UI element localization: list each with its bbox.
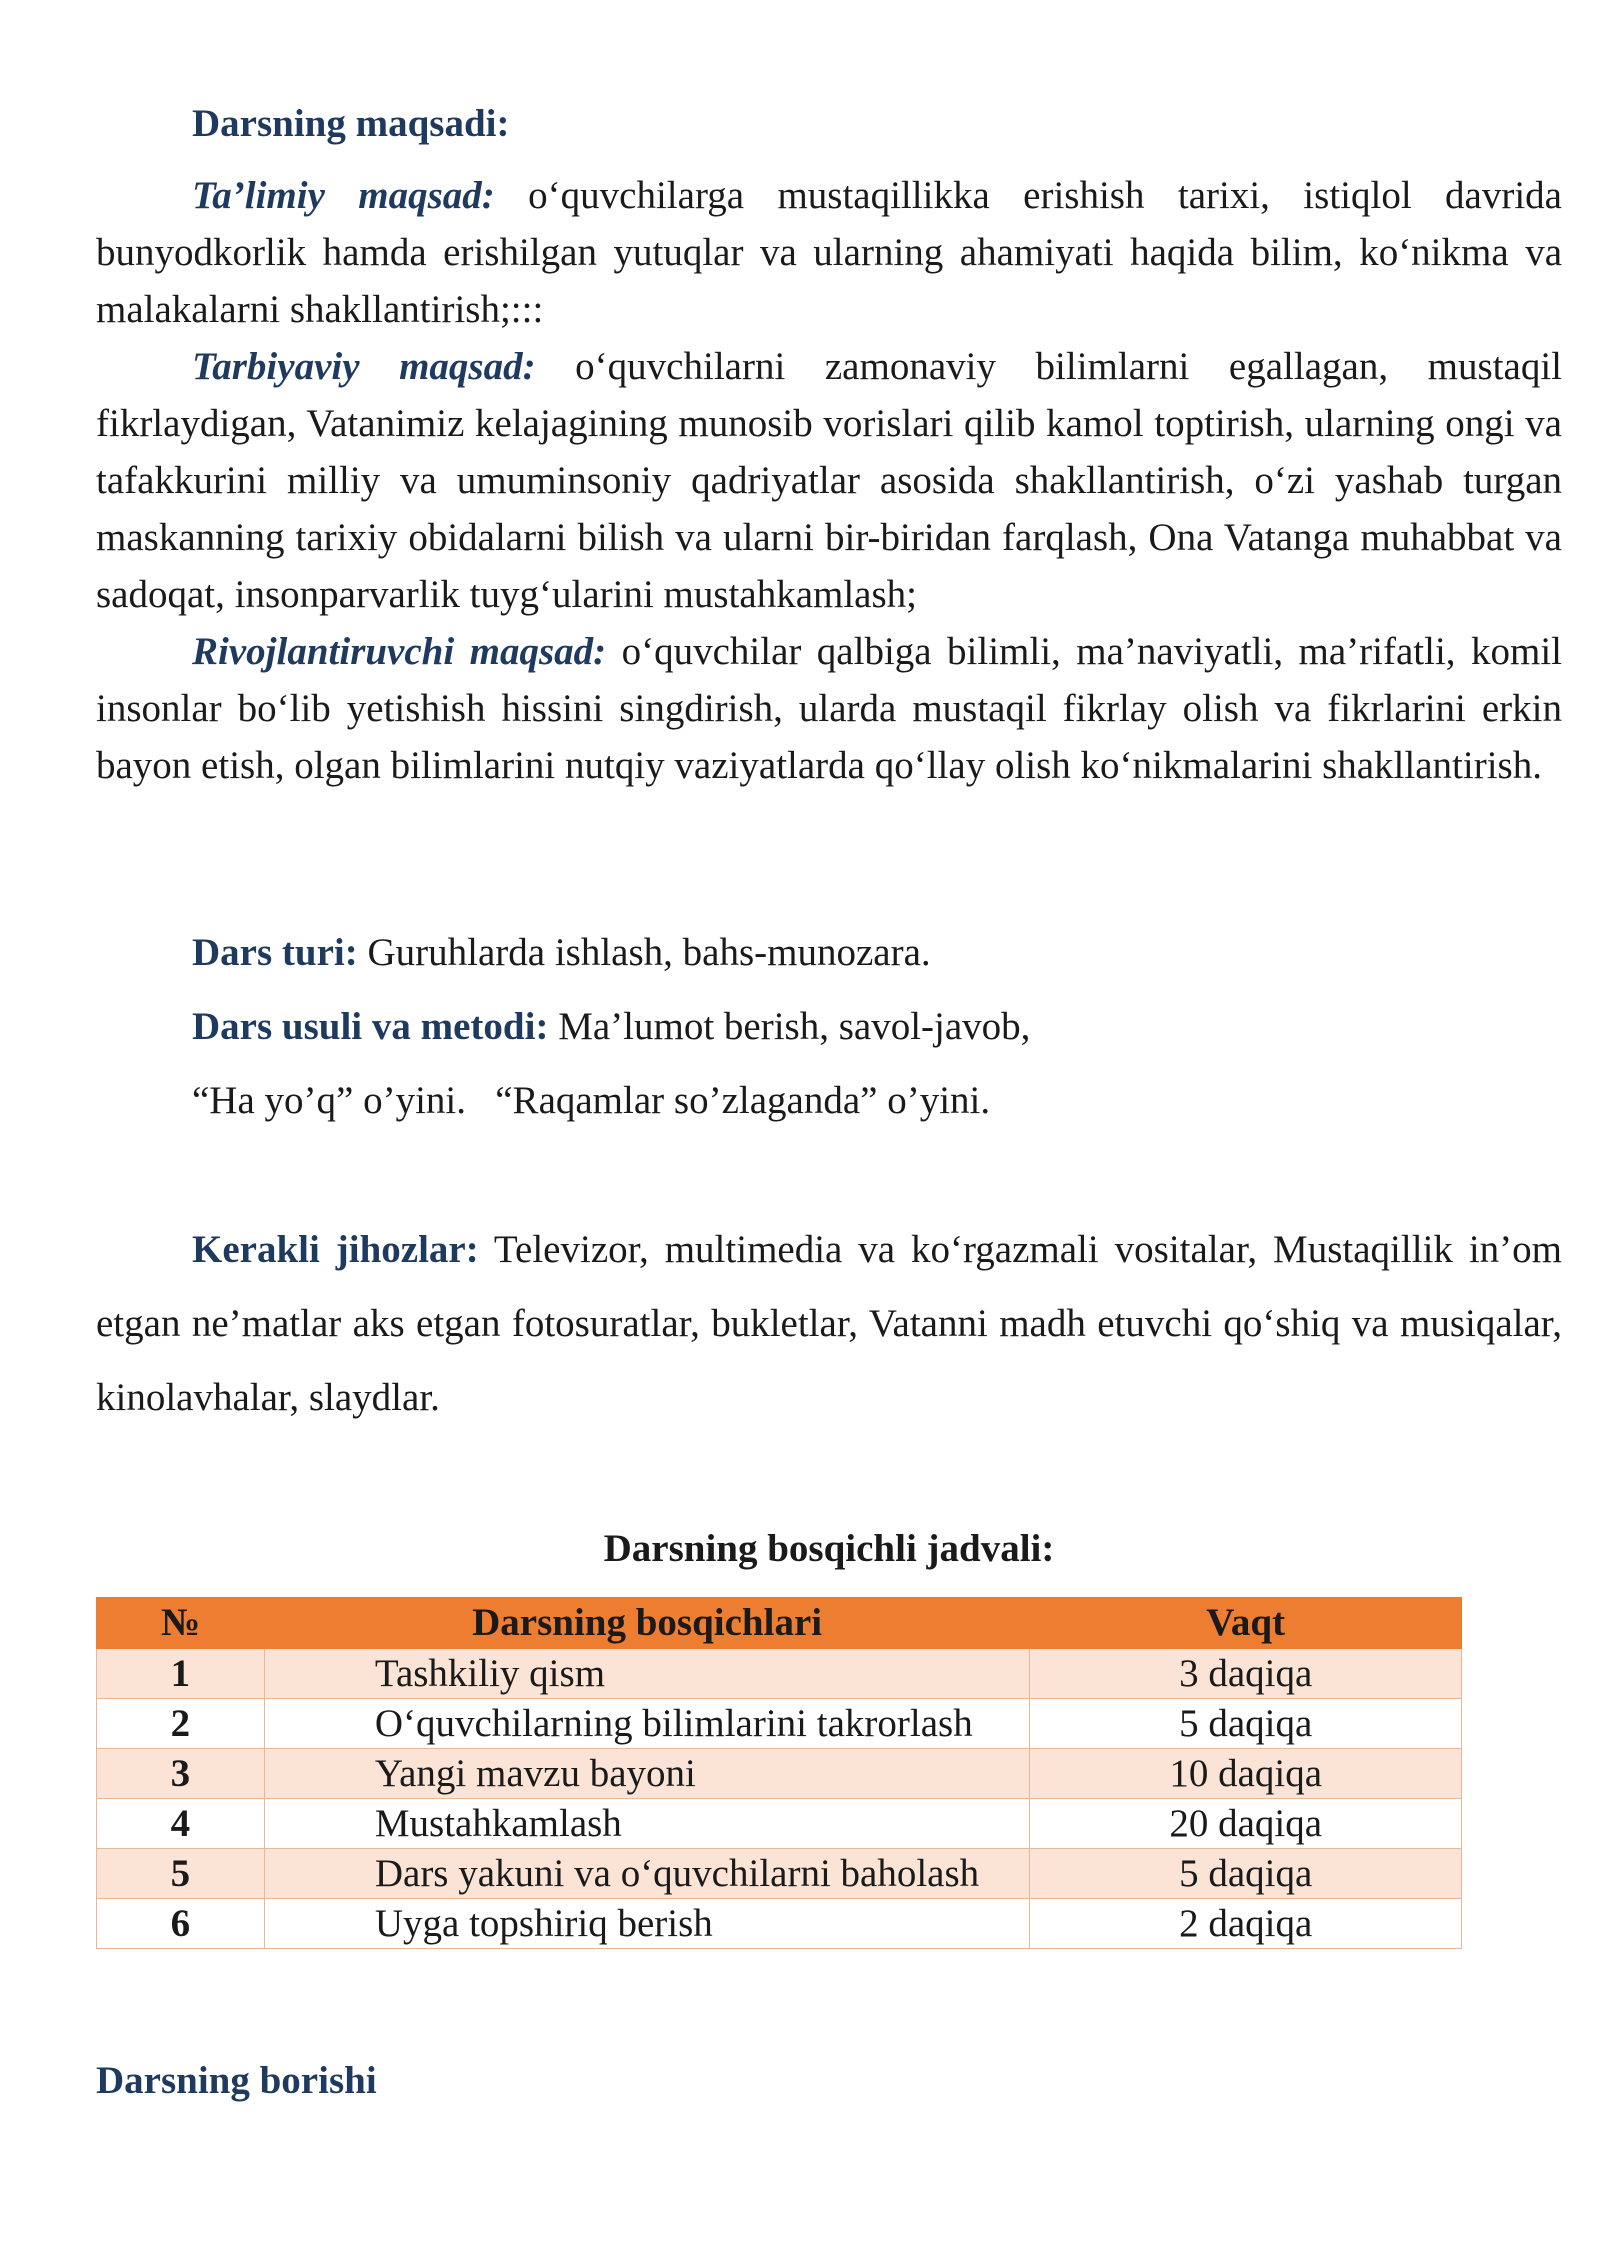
lesson-method-line1: [96, 990, 1562, 1064]
objectives-block: [96, 167, 1562, 794]
table-row: [97, 1699, 1462, 1749]
equipment: [96, 1213, 1562, 1435]
objectives-heading: Darsning maqsadi:: [192, 102, 510, 145]
row-time: 5 daqiqa: [1030, 1849, 1462, 1899]
header-number: №: [97, 1598, 265, 1649]
row-number: 2: [97, 1699, 265, 1749]
lesson-method-label: Dars usuli va metodi:: [192, 1005, 549, 1048]
lesson-type-text: Guruhlarda ishlash, bahs-munozara.: [357, 931, 931, 974]
lesson-method: [96, 990, 1562, 1138]
table-row: [97, 1749, 1462, 1799]
row-time: 3 daqiqa: [1030, 1649, 1462, 1699]
row-stage: Uyga topshiriq berish: [264, 1899, 1030, 1949]
table-title: Darsning bosqichli jadvali:: [603, 1527, 1055, 1570]
row-time: 5 daqiqa: [1030, 1699, 1462, 1749]
table-row: [97, 1799, 1462, 1849]
row-time: 20 daqiqa: [1030, 1799, 1462, 1849]
lesson-progress-heading: Darsning borishi: [96, 2059, 377, 2102]
row-time: 10 daqiqa: [1030, 1749, 1462, 1799]
row-number: 5: [97, 1849, 265, 1899]
row-number: 4: [97, 1799, 265, 1849]
stages-table: [96, 1597, 1462, 1949]
rivojlantiruvchi-paragraph: [96, 623, 1562, 794]
row-stage: Dars yakuni va o‘quvchilarni baholash: [264, 1849, 1030, 1899]
table-row: [97, 1649, 1462, 1699]
talimiy-label: Ta’limiy maqsad:: [192, 174, 495, 217]
row-stage: Tashkiliy qism: [264, 1649, 1030, 1699]
table-row: [97, 1899, 1462, 1949]
rivojlantiruvchi-label: Rivojlantiruvchi maqsad:: [192, 630, 607, 673]
tarbiyaviy-paragraph: [96, 338, 1562, 623]
row-number: 6: [97, 1899, 265, 1949]
table-row: [97, 1849, 1462, 1899]
header-stage: Darsning bosqichlari: [264, 1598, 1030, 1649]
row-stage: Mustahkamlash: [264, 1799, 1030, 1849]
row-time: 2 daqiqa: [1030, 1899, 1462, 1949]
lesson-method-text: Ma’lumot berish, savol-javob,: [548, 1005, 1031, 1048]
rivojlantiruvchi-text: o‘quvchilar qalbiga bilimli, ma’naviyatli, ma’rifatli, komil insonlar bo‘lib yetishish hissini singdirish, ularda mustaqil fikrlay olish va fikrlarini erkin bayon etish, olgan bilimlarini nutqiy vaziyatlarda qo‘llay olish ko‘nikmalarini shakllantirish.: [96, 630, 1563, 787]
row-stage: Yangi mavzu bayoni: [264, 1749, 1030, 1799]
row-stage: O‘quvchilarning bilimlarini takrorlash: [264, 1699, 1030, 1749]
lesson-type-label: Dars turi:: [192, 931, 358, 974]
talimiy-paragraph: [96, 167, 1562, 338]
equipment-text: Televizor, multimedia va ko‘rgazmali vositalar, Mustaqillik in’om etgan ne’matlar aks etgan fotosuratlar, bukletlar, Vatanni madh etuvchi qo‘shiq va musiqalar, kinolavhalar, slaydlar.: [96, 1228, 1562, 1419]
lesson-type: [96, 916, 1562, 990]
table-header-row: [97, 1598, 1462, 1649]
talimiy-text: o‘quvchilarga mustaqillikka erishish tarixi, istiqlol davrida bunyodkorlik hamda erishilgan yutuqlar va ularning ahamiyati haqida bilim, ko‘nikma va malakalarni shakllantirish;:::: [96, 174, 1562, 331]
tarbiyaviy-label: Tarbiyaviy maqsad:: [192, 345, 536, 388]
lesson-method-line2: “Ha yo’q” o’yini. “Raqamlar so’zlaganda” o’yini.: [192, 1079, 991, 1122]
tarbiyaviy-text: o‘quvchilarni zamonaviy bilimlarni egallagan, mustaqil fikrlaydigan, Vatanimiz kelajagining munosib vorislari qilib kamol toptirish, ularning ongi va tafakkurini milliy va umuminsoniy qadriyatlar asosida shakllantirish, o‘zi yashab turgan maskanning tarixiy obidalarni bilish va ularni bir-biridan farqlash, Ona Vatanga muhabbat va sadoqat, insonparvarlik tuyg‘ularini mustahkamlash;: [96, 345, 1562, 616]
row-number: 1: [97, 1649, 265, 1699]
row-number: 3: [97, 1749, 265, 1799]
equipment-label: Kerakli jihozlar:: [192, 1228, 479, 1271]
header-time: Vaqt: [1030, 1598, 1462, 1649]
